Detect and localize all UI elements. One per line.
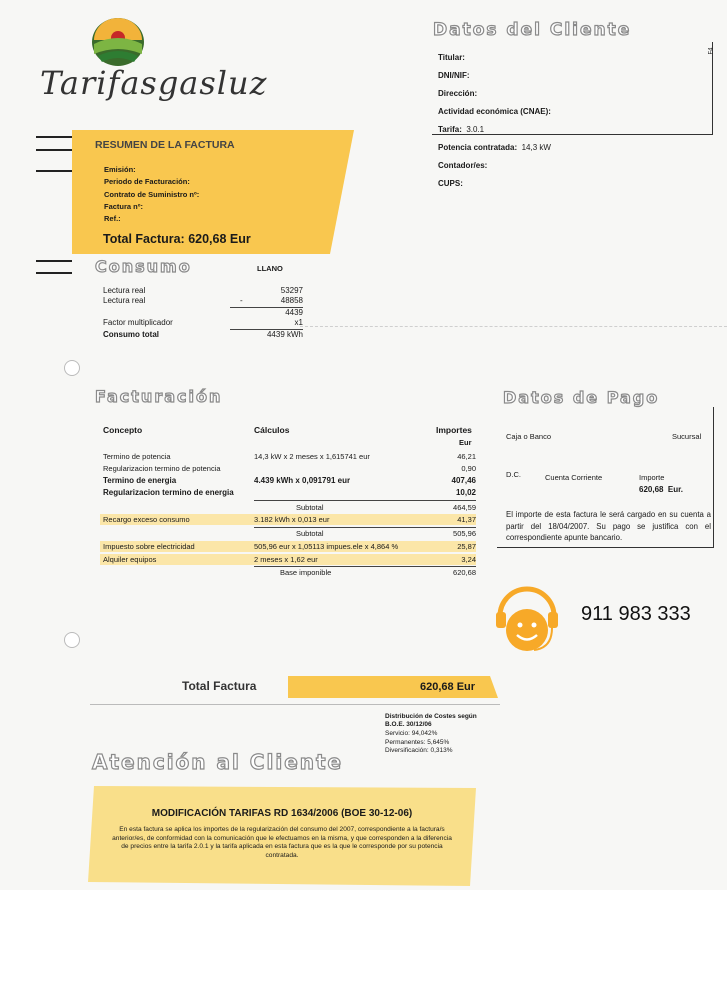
row-calculo: 14,3 kW x 2 meses x 1,615741 eur	[254, 452, 370, 461]
consumo-value: 53297	[280, 286, 303, 295]
consumo-label: Consumo total	[103, 330, 159, 339]
row-calculo: 4.439 kWh x 0,091791 eur	[254, 476, 351, 485]
consumo-sign: -	[240, 296, 243, 305]
pago-importe-value: 620,68 Eur.	[639, 485, 684, 494]
row-importe: 464,59	[453, 503, 476, 512]
table-row	[100, 541, 476, 552]
client-field-label: Dirección:	[438, 89, 478, 98]
pago-title: Datos de Pago	[503, 388, 660, 407]
row-importe: 10,02	[455, 488, 476, 497]
table-row	[100, 554, 476, 565]
row-calculo: 3.182 kWh x 0,013 eur	[254, 515, 330, 524]
header-eur: Eur	[459, 438, 472, 447]
summary-field: Emisión:	[104, 165, 136, 174]
row-importe: 620,68	[453, 568, 476, 577]
consumo-value: 4439	[285, 308, 303, 317]
row-importe: 0,90	[461, 464, 476, 473]
table-row	[100, 502, 476, 513]
summary-field: Periodo de Facturación:	[104, 177, 190, 187]
row-importe: 407,46	[451, 476, 476, 485]
row-calculo: Subtotal	[296, 503, 324, 512]
consumo-label: Lectura real	[103, 286, 146, 295]
consumo-label: Lectura real	[103, 296, 146, 305]
client-field-label: Contador/es:	[438, 161, 488, 170]
consumo-column: LLANO	[257, 264, 283, 273]
row-importe: 46,21	[457, 452, 476, 461]
total-label: Total Factura	[182, 679, 257, 693]
brand-logo-icon	[88, 14, 148, 69]
fold-line	[300, 326, 727, 327]
table-row	[100, 451, 476, 462]
client-field-value: 14,3 kW	[521, 143, 551, 152]
costes-list	[385, 730, 453, 756]
row-concepto: Recargo exceso consumo	[103, 515, 190, 524]
row-concepto: Regularizacion termino de energia	[103, 488, 234, 497]
summary-total: Total Factura: 620,68 Eur	[103, 232, 251, 246]
row-importe: 3,24	[461, 555, 476, 564]
pago-importe-label: Importe	[639, 473, 665, 482]
summary-title: RESUMEN DE LA FACTURA	[95, 139, 235, 151]
row-importe: 505,96	[453, 529, 476, 538]
costes-item: Servicio: 94,042%	[385, 730, 438, 737]
consumo-value: 48858	[280, 296, 303, 305]
table-row	[100, 475, 476, 486]
notice-title: MODIFICACIÓN TARIFAS RD 1634/2006 (BOE 30-12-06)	[151, 808, 413, 819]
row-concepto: Alquiler equipos	[103, 555, 157, 564]
pago-banco: Caja o Banco	[506, 432, 552, 441]
binder-hole	[64, 360, 80, 376]
row-calculo: 2 meses x 1,62 eur	[254, 555, 318, 564]
client-field-value: 3.0.1	[466, 125, 485, 134]
consumo-title: Consumo	[95, 257, 192, 276]
header-concepto: Concepto	[103, 425, 143, 435]
row-calculo: 505,96 eur x 1,05113 impues.ele x 4,864 %	[254, 542, 399, 551]
row-concepto: Termino de potencia	[103, 452, 171, 461]
client-field-label: DNI/NIF:	[438, 71, 470, 80]
client-field-label: Actividad económica (CNAE):	[438, 107, 551, 116]
pago-sucursal: Sucursal	[672, 432, 702, 441]
table-row	[100, 463, 476, 474]
row-importe: 41,37	[457, 515, 476, 524]
summary-fields	[104, 164, 199, 225]
total-value: 620,68 Eur	[420, 681, 476, 693]
table-row	[100, 528, 476, 539]
punch-mark	[36, 260, 72, 262]
client-field-label: CUPS:	[438, 179, 463, 188]
page-code: F4	[708, 47, 715, 55]
punch-mark	[36, 170, 72, 172]
client-field-label: Potencia contratada:	[438, 143, 518, 152]
client-section-title: Datos del Cliente	[433, 20, 632, 40]
row-concepto: Regularizacion termino de potencia	[103, 464, 221, 473]
summary-field: Ref.:	[104, 214, 121, 224]
row-concepto: Impuesto sobre electricidad	[103, 542, 195, 551]
costes-item: Diversificación: 0,313%	[385, 747, 453, 754]
summary-field: Contrato de Suministro nº:	[104, 189, 200, 199]
row-calculo: Base imponible	[280, 568, 332, 577]
pago-note: El importe de esta factura le será cargado en su cuenta a partir del 18/04/2007. Su pago se justifica con el correspondiente apunte bancario.	[506, 510, 711, 542]
header-calculos: Cálculos	[254, 425, 290, 435]
table-rule	[254, 500, 476, 501]
consumo-value: 4439 kWh	[266, 330, 303, 339]
punch-mark	[36, 136, 72, 138]
client-field-label: Titular:	[438, 53, 465, 62]
customer-service-headset-icon	[494, 584, 560, 666]
pago-cuenta: Cuenta Corriente	[545, 473, 603, 482]
consumo-table	[103, 286, 303, 340]
consumo-value: x1	[294, 318, 303, 327]
binder-hole	[64, 632, 80, 648]
row-calculo: Subtotal	[296, 529, 324, 538]
row-concepto: Termino de energia	[103, 476, 177, 485]
header-importes: Importes	[436, 425, 472, 435]
pago-dc: D.C.	[506, 470, 521, 479]
summary-field: Factura nº:	[104, 201, 143, 211]
consumo-label: Factor multiplicador	[103, 318, 173, 327]
facturacion-title: Facturación	[95, 387, 223, 406]
punch-mark	[36, 272, 72, 274]
client-fields	[438, 47, 551, 191]
table-row	[100, 487, 476, 498]
row-importe: 25,87	[457, 542, 476, 551]
notice-text: En esta factura se aplica los importes de la regularización del consumo del 2007, correspondiente a la factura/s anterior/es, de conformidad con la comunicación que le efectuamos en la misma, y que corresponden a la diferencia de precios entre la tarifa 2.0.1 y la tarifa aplicada en esta factura que es la que le corresponde por su potencia contratada.	[112, 826, 452, 859]
atencion-title: Atención al Cliente	[92, 750, 344, 774]
phone-number: 911 983 333	[581, 603, 691, 625]
table-row	[100, 514, 476, 525]
total-rule	[90, 704, 500, 705]
client-field-label: Tarifa:	[438, 125, 462, 134]
punch-mark	[36, 149, 72, 151]
costes-item: Permanentes: 5,645%	[385, 738, 450, 746]
brand-name: Tarifasgasluz	[40, 64, 268, 102]
costes-title: Distribución de Costes según B.O.E. 30/12/06	[385, 713, 477, 728]
table-row	[100, 567, 476, 578]
